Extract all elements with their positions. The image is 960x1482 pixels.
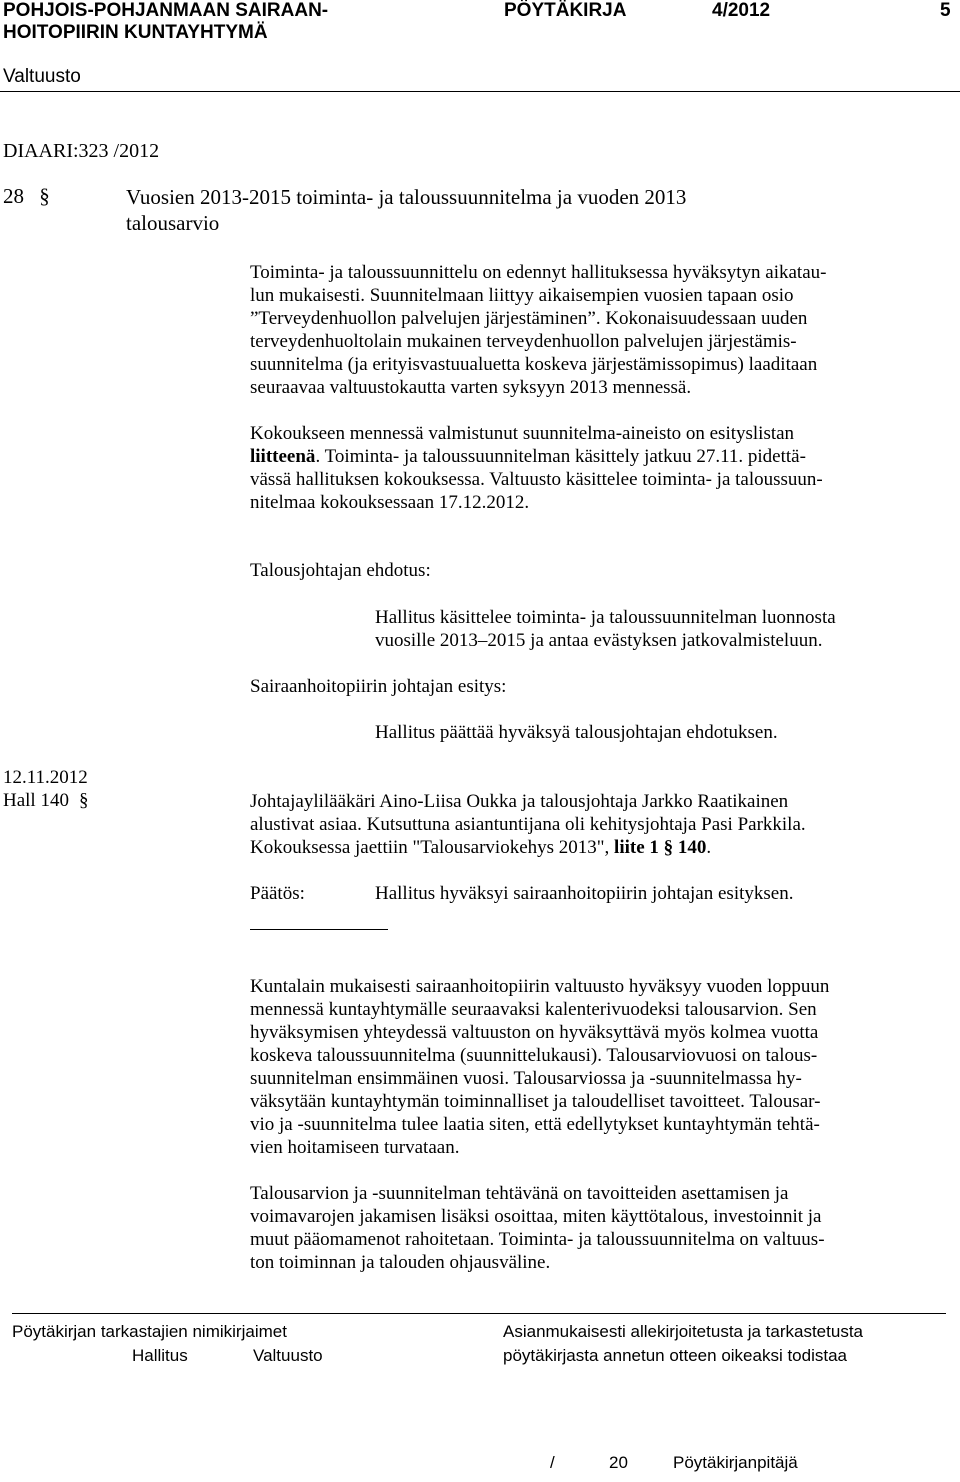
footer-left-b: Valtuusto [253, 1346, 323, 1365]
director-text: Hallitus päättää hyväksyä talousjohtajan ehdotuksen. [375, 722, 778, 743]
purpose-line: muut pääomamenot rahoitetaan. Toiminta- ja taloussuunnitelma on valtuus- [250, 1229, 825, 1250]
page-number: 5 [940, 0, 951, 21]
purpose-line: Talousarvion ja -suunnitelman tehtävänä on tavoitteiden asettamisen ja [250, 1183, 789, 1204]
footer-right-line1: Asianmukaisesti allekirjoitetusta ja tarkastetusta [503, 1322, 863, 1341]
footer-right-line2: pöytäkirjasta annetun otteen oikeaksi todistaa [503, 1346, 848, 1365]
org-name-line2: HOITOPIIRIN KUNTAYHTYMÄ [3, 22, 268, 43]
doc-type: PÖYTÄKIRJA [504, 0, 627, 21]
item-number-value: 28 [3, 184, 24, 208]
body-name: Valtuusto [3, 66, 81, 87]
proposal-label: Talousjohtajan ehdotus: [250, 560, 431, 581]
footer-page-slash: / [550, 1453, 555, 1472]
meeting-line: vässä hallituksen kokouksessa. Valtuusto käsittelee toiminta- ja taloussuun- [250, 469, 823, 490]
board-line: Johtajaylilääkäri Aino-Liisa Oukka ja talousjohtaja Jarkko Raatikainen [250, 791, 789, 812]
law-line: väksytään kuntayhtymän toiminnalliset ja taloudelliset tavoitteet. Talousar- [250, 1091, 821, 1112]
proposal-text [375, 606, 836, 652]
proposal-line: vuosille 2013–2015 ja antaa evästyksen jatkovalmisteluun. [375, 630, 823, 651]
intro-line: ”Terveydenhuollon palvelujen järjestäminen”. Kokonaisuudessaan uuden [250, 308, 808, 329]
board-paragraph [250, 790, 806, 859]
intro-line: lun mukaisesti. Suunnitelmaan liittyy aikaisempien vuosien tapaan osio [250, 285, 794, 306]
diary-number: DIAARI:323 /2012 [3, 140, 160, 162]
footer-left-a: Hallitus [132, 1346, 188, 1365]
law-line: suunnitelman ensimmäinen vuosi. Talousarviossa ja -suunnitelmassa hy- [250, 1068, 802, 1089]
item-title [126, 184, 686, 236]
decision-text: Hallitus hyväksyi sairaanhoitopiirin johtajan esityksen. [375, 883, 794, 904]
attachment-num: 140 [677, 837, 707, 858]
footer-rule [12, 1313, 946, 1314]
law-line: Kuntalain mukaisesti sairaanhoitopiirin valtuusto hyväksyy vuoden loppuun [250, 976, 830, 997]
section-sign: § [78, 790, 89, 811]
decision-rule [250, 929, 388, 930]
org-name-line1: POHJOIS-POHJANMAAN SAIRAAN- [3, 0, 329, 21]
intro-line: seuraavaa valtuustokautta varten syksyyn 2013 mennessä. [250, 377, 692, 398]
purpose-line: voimavarojen jakamisen lisäksi osoittaa, miten käyttötalous, investoinnit ja [250, 1206, 822, 1227]
law-line: koskeva taloussuunnitelma (suunnittelukausi). Talousarviovuosi on talous- [250, 1045, 818, 1066]
item-number [3, 184, 50, 209]
meeting-line: nitelmaa kokouksessaan 17.12.2012. [250, 492, 530, 513]
footer-page-label: Pöytäkirjanpitäjä [673, 1453, 798, 1472]
meeting-paragraph [250, 422, 823, 514]
footer-page-total: 20 [609, 1453, 628, 1472]
purpose-paragraph [250, 1182, 825, 1274]
org-name [3, 0, 328, 44]
section-sign: § [663, 837, 674, 858]
item-title-line2: talousarvio [126, 211, 220, 235]
intro-line: suunnitelma (ja erityisvastuualuetta koskeva järjestämissopimus) laaditaan [250, 354, 818, 375]
director-label: Sairaanhoitopiirin johtajan esitys: [250, 676, 507, 697]
board-date: 12.11.2012 [3, 767, 88, 788]
intro-paragraph [250, 261, 826, 399]
header-rule [0, 91, 960, 92]
law-line: hyväksymisen yhteydessä valtuuston on hyväksyttävä myös kolmea vuotta [250, 1022, 819, 1043]
item-title-line1: Vuosien 2013-2015 toiminta- ja taloussuunnitelma ja vuoden 2013 [126, 185, 687, 209]
board-line: Kokouksessa jaettiin "Talousarviokehys 2013", liite 1 § 140. [250, 837, 712, 858]
board-ref: Hall 140 § [3, 790, 89, 811]
attachment-word: liitteenä [250, 446, 316, 467]
decision-label: Päätös: [250, 883, 305, 904]
attachment-ref: liite 1 [614, 837, 659, 858]
board-line: alustivat asiaa. Kutsuttuna asiantuntijana oli kehitysjohtaja Pasi Parkkila. [250, 814, 806, 835]
law-line: mennessä kuntayhtymälle seuraavaksi kalenterivuodeksi talousarvion. Sen [250, 999, 817, 1020]
purpose-line: ton toiminnan ja talouden ohjausväline. [250, 1252, 551, 1273]
doc-number: 4/2012 [712, 0, 771, 21]
proposal-line: Hallitus käsittelee toiminta- ja taloussuunnitelman luonnosta [375, 607, 836, 628]
footer-left-title: Pöytäkirjan tarkastajien nimikirjaimet [12, 1322, 287, 1341]
law-line: vien hoitamiseen turvataan. [250, 1137, 460, 1158]
intro-line: terveydenhuoltolain mukainen terveydenhuollon palvelujen järjestämis- [250, 331, 797, 352]
section-sign: § [39, 184, 50, 208]
law-paragraph [250, 975, 829, 1159]
meeting-line: liitteenä. Toiminta- ja taloussuunnitelman käsittely jatkuu 27.11. pidettä- [250, 446, 806, 467]
intro-line: Toiminta- ja taloussuunnittelu on edennyt hallituksessa hyväksytyn aikatau- [250, 262, 827, 283]
board-reference [3, 766, 88, 812]
meeting-line: Kokoukseen mennessä valmistunut suunnitelma-aineisto on esityslistan [250, 423, 795, 444]
law-line: vio ja -suunnitelma tulee laatia siten, että edellytykset kuntayhtymän tehtä- [250, 1114, 820, 1135]
